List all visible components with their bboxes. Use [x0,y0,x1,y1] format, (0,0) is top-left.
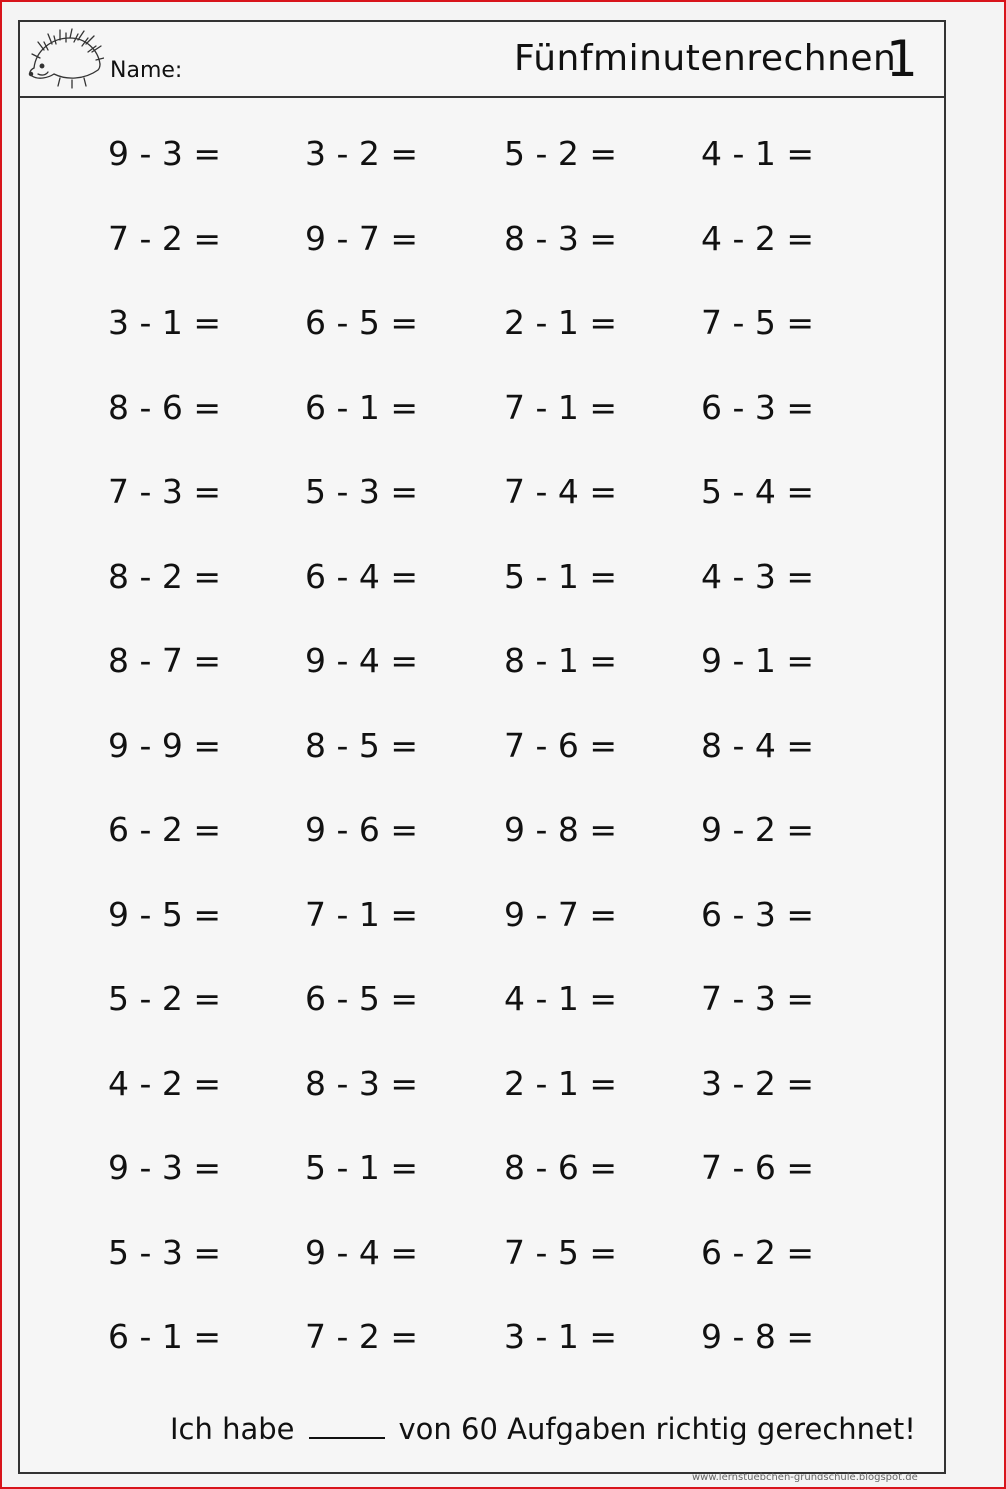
summary-after: von 60 Aufgaben richtig gerechnet! [398,1412,916,1446]
summary-line [170,1412,916,1446]
task-expression: 9 - 8 = [504,810,618,849]
task [108,462,221,522]
task-row [20,969,944,1029]
task [305,378,418,438]
name-label: Name: [110,58,183,83]
task [305,1138,418,1198]
task-row [20,716,944,776]
task [305,631,418,691]
task-expression: 9 - 8 = [701,1317,815,1356]
task [504,378,617,438]
task [305,293,418,353]
task-expression: 6 - 1 = [108,1317,222,1356]
task-expression: 5 - 3 = [305,472,419,511]
task-expression: 3 - 2 = [305,134,419,173]
credit-url: www.lernstuebchen-grundschule.blogspot.de [692,1472,918,1483]
task-expression: 7 - 5 = [504,1232,618,1272]
task [701,885,814,945]
task-expression: 8 - 3 = [504,218,618,258]
task-expression: 4 - 3 = [701,556,815,596]
task-expression: 8 - 4 = [701,725,815,765]
task-expression: 9 - 2 = [701,810,815,849]
task [108,631,221,691]
task [701,631,814,691]
task-expression: 9 - 3 = [108,134,222,173]
task-expression: 4 - 2 = [701,218,815,258]
sheet-number: 1 [886,30,918,88]
task [504,293,617,353]
task [701,969,814,1029]
task-expression: 5 - 1 = [305,1148,419,1187]
task-row [20,1138,944,1198]
task [504,1138,617,1198]
task-expression: 7 - 4 = [504,472,618,511]
task-expression: 3 - 1 = [504,1317,618,1356]
task-expression: 2 - 1 = [504,1063,618,1103]
task-expression: 9 - 9 = [108,725,222,765]
task [305,462,418,522]
task-expression: 7 - 6 = [701,1148,815,1187]
task [504,1054,617,1114]
task [504,547,617,607]
task [701,124,814,184]
task [108,293,221,353]
task-row [20,378,944,438]
task-expression: 8 - 6 = [108,387,222,427]
task [108,209,221,269]
task [701,1307,814,1367]
task [108,716,221,776]
task [305,1054,418,1114]
task-expression: 9 - 3 = [108,1148,222,1187]
task-expression: 5 - 1 = [504,556,618,596]
task-expression: 3 - 2 = [701,1063,815,1103]
task [504,462,617,522]
task-expression: 5 - 4 = [701,472,815,511]
task [305,209,418,269]
task [504,1307,617,1367]
task [701,547,814,607]
task-expression: 9 - 7 = [305,218,419,258]
task-expression: 5 - 3 = [108,1232,222,1272]
task [305,124,418,184]
task-expression: 6 - 4 = [305,556,419,596]
task [504,124,617,184]
task [108,124,221,184]
task [504,885,617,945]
task-row [20,209,944,269]
task-expression: 9 - 4 = [305,1232,419,1272]
task [108,1138,221,1198]
task [701,293,814,353]
task-row [20,462,944,522]
task-expression: 4 - 1 = [504,979,618,1018]
task [305,547,418,607]
task-expression: 5 - 2 = [504,134,618,173]
task [504,969,617,1029]
task-expression: 6 - 2 = [108,810,222,849]
task [504,1223,617,1283]
task-expression: 9 - 4 = [305,641,419,680]
task-row [20,293,944,353]
task [108,547,221,607]
task [108,1223,221,1283]
task-expression: 6 - 5 = [305,979,419,1018]
task [108,1307,221,1367]
task-row [20,1307,944,1367]
task [108,969,221,1029]
task [701,1138,814,1198]
task [504,800,617,860]
task-expression: 3 - 1 = [108,303,222,342]
task-expression: 9 - 6 = [305,810,419,849]
task-expression: 2 - 1 = [504,303,618,342]
task [504,716,617,776]
task-expression: 7 - 6 = [504,725,618,765]
task [305,969,418,1029]
task [108,378,221,438]
task [305,1223,418,1283]
task-row [20,1223,944,1283]
task-expression: 8 - 6 = [504,1148,618,1187]
task-expression: 7 - 5 = [701,303,815,342]
task [305,716,418,776]
task-expression: 7 - 1 = [504,387,618,427]
task [701,209,814,269]
task-expression: 8 - 5 = [305,725,419,765]
task [305,1307,418,1367]
task-expression: 7 - 2 = [108,218,222,258]
worksheet-header [20,22,944,98]
task [108,885,221,945]
task [504,631,617,691]
task-expression: 7 - 2 = [305,1317,419,1356]
worksheet-title: Fünfminutenrechnen [514,38,897,79]
summary-before: Ich habe [170,1412,295,1446]
task-expression: 7 - 1 = [305,894,419,934]
task [305,800,418,860]
task-expression: 9 - 5 = [108,894,222,934]
task-row [20,1054,944,1114]
task-row [20,124,944,184]
task-row [20,800,944,860]
task [701,378,814,438]
task [701,800,814,860]
task [701,1054,814,1114]
task-expression: 8 - 7 = [108,641,222,680]
task-expression: 7 - 3 = [108,472,222,511]
task-expression: 6 - 3 = [701,894,815,934]
task [504,209,617,269]
task [305,885,418,945]
task [701,716,814,776]
task-expression: 9 - 7 = [504,894,618,934]
task-expression: 8 - 2 = [108,556,222,596]
worksheet [18,20,946,1474]
task [108,800,221,860]
task-expression: 8 - 3 = [305,1063,419,1103]
task-expression: 4 - 2 = [108,1063,222,1103]
task-expression: 9 - 1 = [701,641,815,680]
task-expression: 7 - 3 = [701,979,815,1018]
task-row [20,547,944,607]
task-row [20,885,944,945]
task-row [20,631,944,691]
task [701,462,814,522]
task-expression: 4 - 1 = [701,134,815,173]
task-expression: 6 - 5 = [305,303,419,342]
task-expression: 6 - 2 = [701,1232,815,1272]
score-blank[interactable] [309,1415,385,1439]
task-expression: 8 - 1 = [504,641,618,680]
hedgehog-icon [26,28,104,90]
task [108,1054,221,1114]
task-expression: 5 - 2 = [108,979,222,1018]
task [701,1223,814,1283]
task-expression: 6 - 1 = [305,387,419,427]
task-expression: 6 - 3 = [701,387,815,427]
